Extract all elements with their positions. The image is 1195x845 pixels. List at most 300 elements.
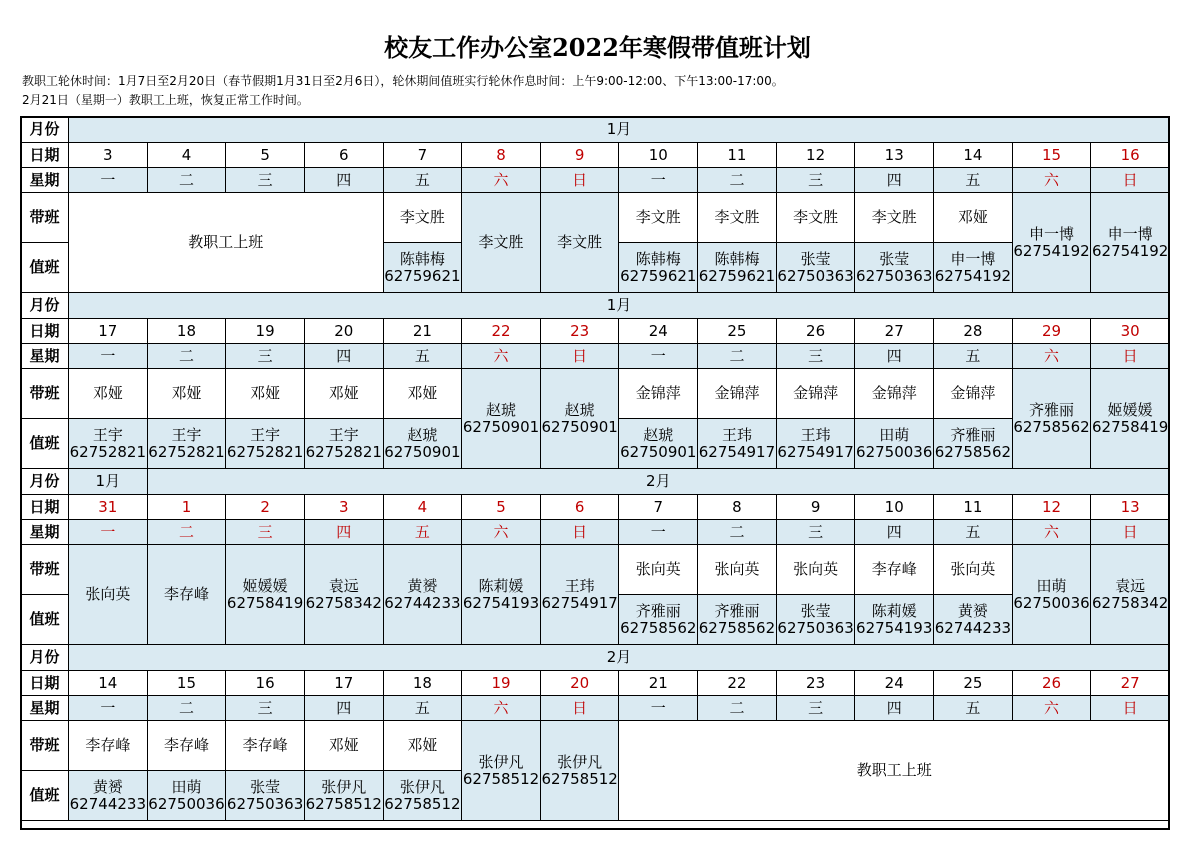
note-line-1: 教职工轮休时间：1月7日至2月20日（春节假期1月31日至2月6日），轮休期间值班实行轮休作息时间：上午9:00-12:00、下午13:00-17:00。 <box>22 74 784 88</box>
phone-number: 62759621 <box>620 266 697 285</box>
month-label: 月份 <box>21 117 69 143</box>
date-cell: 16 <box>1091 143 1170 168</box>
duty-cell <box>698 595 777 645</box>
duty-cell <box>462 545 541 645</box>
lead-cell: 张向英 <box>934 545 1013 595</box>
weekday-cell: 二 <box>147 344 226 369</box>
date-cell: 20 <box>304 319 383 344</box>
date-cell: 28 <box>934 319 1013 344</box>
date-cell: 8 <box>698 495 777 520</box>
phone-number: 62758562 <box>934 442 1012 461</box>
lead-label: 带班 <box>21 721 69 771</box>
phone-number: 62750363 <box>777 266 854 285</box>
weekday-cell: 四 <box>304 696 383 721</box>
weekday-cell: 日 <box>1091 696 1170 721</box>
date-label: 日期 <box>21 671 69 696</box>
phone-number: 62758562 <box>620 618 697 637</box>
lead-cell: 邓娅 <box>69 369 148 419</box>
duty-cell <box>934 419 1013 469</box>
date-cell: 14 <box>69 671 148 696</box>
person-name: 王玮 <box>564 576 595 595</box>
phone-number: 62752821 <box>69 442 146 461</box>
duty-cell <box>540 721 619 821</box>
weekday-cell: 二 <box>698 168 777 193</box>
person-name: 张莹 <box>250 777 281 796</box>
weekday-cell: 四 <box>855 168 934 193</box>
weekday-cell: 一 <box>619 696 698 721</box>
date-cell: 29 <box>1012 319 1091 344</box>
duty-cell <box>1091 369 1170 469</box>
person-name: 袁远 <box>328 576 359 595</box>
date-cell: 17 <box>69 319 148 344</box>
weekday-cell: 六 <box>462 520 541 545</box>
person-name: 王宇 <box>250 425 281 444</box>
duty-cell <box>1091 193 1170 293</box>
weekday-cell: 四 <box>855 696 934 721</box>
lead-cell: 李存峰 <box>69 721 148 771</box>
date-cell: 27 <box>855 319 934 344</box>
person-name: 赵琥 <box>486 400 517 419</box>
duty-cell <box>1012 545 1091 645</box>
date-cell: 15 <box>1012 143 1091 168</box>
phone-number: 62758562 <box>698 618 776 637</box>
weekday-cell: 一 <box>619 344 698 369</box>
duty-cell <box>147 545 226 645</box>
date-cell: 25 <box>698 319 777 344</box>
weekday-cell: 五 <box>934 344 1013 369</box>
weekday-cell: 一 <box>619 520 698 545</box>
duty-cell <box>147 771 226 821</box>
weekday-cell: 五 <box>383 168 462 193</box>
date-cell: 12 <box>1012 495 1091 520</box>
phone-number: 62754917 <box>777 442 854 461</box>
schedule-notes <box>22 72 784 110</box>
duty-cell <box>69 545 148 645</box>
date-cell: 3 <box>69 143 148 168</box>
weekday-cell: 日 <box>1091 168 1170 193</box>
date-label: 日期 <box>21 495 69 520</box>
date-cell: 24 <box>855 671 934 696</box>
month-row <box>21 645 1170 671</box>
weekday-cell: 日 <box>1091 344 1170 369</box>
date-cell: 7 <box>619 495 698 520</box>
weekday-cell: 二 <box>147 520 226 545</box>
date-cell: 11 <box>934 495 1013 520</box>
phone-number: 62750901 <box>541 417 618 436</box>
duty-cell <box>383 243 462 293</box>
date-cell: 31 <box>69 495 148 520</box>
phone-number: 62759621 <box>698 266 776 285</box>
person-name: 田萌 <box>171 777 202 796</box>
lead-row <box>21 545 1170 595</box>
duty-cell <box>776 419 855 469</box>
phone-number: 62750901 <box>462 417 540 436</box>
person-name: 王玮 <box>721 425 752 444</box>
person-name: 李存峰 <box>163 585 209 603</box>
date-cell: 2 <box>226 495 305 520</box>
lead-cell: 邓娅 <box>383 369 462 419</box>
date-cell: 18 <box>383 671 462 696</box>
phone-number: 62754193 <box>462 593 540 612</box>
weekday-cell: 五 <box>934 696 1013 721</box>
duty-cell <box>462 193 541 293</box>
duty-cell <box>383 545 462 645</box>
page-title: 校友工作办公室2022年寒假带值班计划 <box>384 33 811 62</box>
weekday-cell: 一 <box>69 168 148 193</box>
duty-cell <box>540 545 619 645</box>
date-cell: 18 <box>147 319 226 344</box>
date-cell: 25 <box>934 671 1013 696</box>
date-label: 日期 <box>21 143 69 168</box>
month-label: 月份 <box>21 645 69 671</box>
weekday-cell: 五 <box>934 168 1013 193</box>
month-cell: 2月 <box>69 645 1170 671</box>
weekday-cell: 二 <box>698 520 777 545</box>
person-name: 齐雅丽 <box>714 601 760 620</box>
weekday-cell: 六 <box>1012 168 1091 193</box>
person-name: 田萌 <box>1036 576 1067 595</box>
weekday-cell: 六 <box>462 168 541 193</box>
weekday-cell: 一 <box>69 696 148 721</box>
date-cell: 27 <box>1091 671 1170 696</box>
phone-number: 62758512 <box>462 769 540 788</box>
person-name: 陈莉媛 <box>478 576 524 595</box>
weekday-row <box>21 344 1170 369</box>
duty-label: 值班 <box>21 243 69 293</box>
duty-cell <box>855 595 934 645</box>
date-cell: 4 <box>383 495 462 520</box>
phone-number: 62758512 <box>384 794 461 813</box>
person-name: 陈韩梅 <box>635 249 681 268</box>
date-cell: 21 <box>383 319 462 344</box>
date-label: 日期 <box>21 319 69 344</box>
person-name: 黄赟 <box>407 576 438 595</box>
date-cell: 16 <box>226 671 305 696</box>
weekday-cell: 三 <box>776 168 855 193</box>
lead-row <box>21 721 1170 771</box>
phone-number: 62752821 <box>305 442 382 461</box>
duty-cell <box>934 243 1013 293</box>
lead-cell: 李存峰 <box>147 721 226 771</box>
lead-cell: 李文胜 <box>383 193 462 243</box>
weekday-cell: 六 <box>1012 696 1091 721</box>
person-name: 张莹 <box>800 249 831 268</box>
lead-cell: 邓娅 <box>304 721 383 771</box>
weekday-cell: 三 <box>776 344 855 369</box>
phone-number: 62754917 <box>698 442 776 461</box>
phone-number: 62750901 <box>620 442 697 461</box>
duty-cell <box>69 771 148 821</box>
duty-label: 值班 <box>21 419 69 469</box>
person-name: 姬媛媛 <box>1107 400 1153 419</box>
month-row <box>21 293 1170 319</box>
phone-number: 62758419 <box>226 593 304 612</box>
duty-cell <box>619 595 698 645</box>
weekday-cell: 四 <box>304 520 383 545</box>
weekday-cell: 六 <box>1012 344 1091 369</box>
lead-cell: 张向英 <box>619 545 698 595</box>
duty-cell <box>776 243 855 293</box>
date-cell: 7 <box>383 143 462 168</box>
phone-number: 62754192 <box>1091 241 1169 260</box>
weekday-cell: 二 <box>147 168 226 193</box>
date-row <box>21 319 1170 344</box>
phone-number: 62744233 <box>69 794 146 813</box>
lead-cell: 张向英 <box>698 545 777 595</box>
weekday-cell: 三 <box>226 696 305 721</box>
phone-number: 62750036 <box>148 794 225 813</box>
person-name: 王宇 <box>328 425 359 444</box>
phone-number: 62758562 <box>1013 417 1090 436</box>
date-cell: 5 <box>226 143 305 168</box>
lead-cell: 邓娅 <box>147 369 226 419</box>
date-cell: 9 <box>776 495 855 520</box>
month-row <box>21 469 1170 495</box>
lead-cell: 金锦萍 <box>934 369 1013 419</box>
duty-cell <box>69 419 148 469</box>
date-cell: 10 <box>855 495 934 520</box>
weekday-cell: 四 <box>304 344 383 369</box>
lead-cell: 金锦萍 <box>855 369 934 419</box>
weekday-cell: 日 <box>540 520 619 545</box>
weekday-cell: 六 <box>462 696 541 721</box>
lead-cell: 邓娅 <box>304 369 383 419</box>
date-cell: 30 <box>1091 319 1170 344</box>
phone-number: 62750901 <box>384 442 461 461</box>
duty-cell <box>304 771 383 821</box>
date-cell: 26 <box>1012 671 1091 696</box>
person-name: 张伊凡 <box>399 777 445 796</box>
duty-cell <box>383 419 462 469</box>
weekday-row <box>21 696 1170 721</box>
weekday-cell: 五 <box>934 520 1013 545</box>
phone-number: 62744233 <box>384 593 461 612</box>
person-name: 王宇 <box>92 425 123 444</box>
duty-cell <box>776 595 855 645</box>
person-name: 张莹 <box>800 601 831 620</box>
date-cell: 15 <box>147 671 226 696</box>
date-cell: 21 <box>619 671 698 696</box>
lead-label: 带班 <box>21 545 69 595</box>
lead-cell: 金锦萍 <box>698 369 777 419</box>
person-name: 赵琥 <box>407 425 438 444</box>
weekday-cell: 二 <box>147 696 226 721</box>
phone-number: 62758512 <box>305 794 382 813</box>
phone-number: 62750036 <box>1013 593 1090 612</box>
phone-number: 62758419 <box>1091 417 1169 436</box>
phone-number: 62759621 <box>384 266 461 285</box>
duty-cell <box>1091 545 1170 645</box>
date-row <box>21 143 1170 168</box>
duty-cell <box>226 771 305 821</box>
phone-number: 62744233 <box>934 618 1012 637</box>
lead-cell: 李文胜 <box>776 193 855 243</box>
weekday-row <box>21 168 1170 193</box>
date-cell: 3 <box>304 495 383 520</box>
lead-cell: 金锦萍 <box>776 369 855 419</box>
duty-cell <box>934 595 1013 645</box>
duty-cell <box>226 419 305 469</box>
phone-number: 62750036 <box>856 442 933 461</box>
date-cell: 4 <box>147 143 226 168</box>
lead-cell: 邓娅 <box>383 721 462 771</box>
phone-number: 62750363 <box>856 266 933 285</box>
person-name: 张莹 <box>879 249 910 268</box>
weekday-cell: 五 <box>383 344 462 369</box>
date-cell: 26 <box>776 319 855 344</box>
weekday-cell: 四 <box>855 344 934 369</box>
date-cell: 10 <box>619 143 698 168</box>
weekday-cell: 日 <box>540 696 619 721</box>
phone-number: 62758342 <box>1091 593 1169 612</box>
date-cell: 8 <box>462 143 541 168</box>
date-cell: 6 <box>540 495 619 520</box>
lead-cell: 李存峰 <box>226 721 305 771</box>
weekday-cell: 一 <box>619 168 698 193</box>
duty-cell <box>226 545 305 645</box>
weekday-cell: 三 <box>226 520 305 545</box>
duty-cell <box>1012 369 1091 469</box>
date-cell: 13 <box>855 143 934 168</box>
weekday-cell: 四 <box>304 168 383 193</box>
lead-cell: 李文胜 <box>698 193 777 243</box>
duty-cell <box>304 545 383 645</box>
date-cell: 22 <box>462 319 541 344</box>
lead-label: 带班 <box>21 193 69 243</box>
person-name: 田萌 <box>879 425 910 444</box>
lead-label: 带班 <box>21 369 69 419</box>
month-row <box>21 117 1170 143</box>
date-cell: 13 <box>1091 495 1170 520</box>
weekday-label: 星期 <box>21 520 69 545</box>
month-cell: 1月 <box>69 117 1170 143</box>
merged-workday-cell: 教职工上班 <box>69 193 384 293</box>
phone-number: 62754917 <box>541 593 618 612</box>
phone-number: 62750363 <box>777 618 854 637</box>
date-cell: 1 <box>147 495 226 520</box>
weekday-cell: 六 <box>1012 520 1091 545</box>
weekday-cell: 四 <box>855 520 934 545</box>
person-name: 张伊凡 <box>478 752 524 771</box>
lead-row <box>21 193 1170 243</box>
duty-cell <box>619 243 698 293</box>
date-cell: 14 <box>934 143 1013 168</box>
date-cell: 23 <box>776 671 855 696</box>
person-name: 赵琥 <box>564 400 595 419</box>
phone-number: 62754192 <box>934 266 1012 285</box>
person-name: 陈韩梅 <box>399 249 445 268</box>
duty-cell <box>540 193 619 293</box>
phone-number: 62754192 <box>1013 241 1090 260</box>
duty-cell <box>855 243 934 293</box>
lead-cell: 金锦萍 <box>619 369 698 419</box>
person-name: 张伊凡 <box>321 777 367 796</box>
phone-number: 62752821 <box>226 442 304 461</box>
duty-cell <box>304 419 383 469</box>
lead-cell: 邓娅 <box>226 369 305 419</box>
duty-cell <box>462 721 541 821</box>
weekday-cell: 三 <box>226 344 305 369</box>
person-name: 齐雅丽 <box>950 425 996 444</box>
person-name: 赵琥 <box>643 425 674 444</box>
phone-number: 62752821 <box>148 442 225 461</box>
duty-label: 值班 <box>21 595 69 645</box>
date-cell: 19 <box>226 319 305 344</box>
weekday-row <box>21 520 1170 545</box>
duty-cell <box>855 419 934 469</box>
person-name: 李文胜 <box>557 233 603 251</box>
lead-cell: 李文胜 <box>619 193 698 243</box>
date-cell: 20 <box>540 671 619 696</box>
date-cell: 24 <box>619 319 698 344</box>
phone-number: 62758512 <box>541 769 618 788</box>
person-name: 姬媛媛 <box>242 576 288 595</box>
date-row <box>21 671 1170 696</box>
weekday-cell: 三 <box>776 696 855 721</box>
month-cell: 1月 <box>69 293 1170 319</box>
duty-cell <box>619 419 698 469</box>
date-cell: 5 <box>462 495 541 520</box>
person-name: 张伊凡 <box>557 752 603 771</box>
weekday-cell: 日 <box>540 344 619 369</box>
date-row <box>21 495 1170 520</box>
duty-cell <box>147 419 226 469</box>
person-name: 申一博 <box>950 249 996 268</box>
lead-row <box>21 369 1170 419</box>
note-line-2: 2月21日（星期一）教职工上班，恢复正常工作时间。 <box>22 93 309 107</box>
weekday-cell: 二 <box>698 696 777 721</box>
weekday-cell: 日 <box>540 168 619 193</box>
duty-cell <box>698 419 777 469</box>
month-label: 月份 <box>21 469 69 495</box>
lead-cell: 邓娅 <box>934 193 1013 243</box>
person-name: 黄赟 <box>92 777 123 796</box>
lead-cell: 张向英 <box>776 545 855 595</box>
person-name: 申一博 <box>1029 224 1075 243</box>
weekday-label: 星期 <box>21 168 69 193</box>
person-name: 袁远 <box>1115 576 1146 595</box>
date-cell: 17 <box>304 671 383 696</box>
person-name: 齐雅丽 <box>1029 400 1075 419</box>
phone-number: 62758342 <box>305 593 382 612</box>
duty-cell <box>383 771 462 821</box>
date-cell: 19 <box>462 671 541 696</box>
lead-cell: 李存峰 <box>855 545 934 595</box>
lead-cell: 李文胜 <box>855 193 934 243</box>
weekday-cell: 三 <box>226 168 305 193</box>
month-label: 月份 <box>21 293 69 319</box>
duty-cell <box>462 369 541 469</box>
month-cell: 1月 <box>69 469 148 495</box>
duty-cell <box>698 243 777 293</box>
date-cell: 22 <box>698 671 777 696</box>
merged-workday-cell: 教职工上班 <box>619 721 1170 821</box>
duty-cell <box>540 369 619 469</box>
duty-cell <box>1012 193 1091 293</box>
person-name: 申一博 <box>1107 224 1153 243</box>
weekday-cell: 日 <box>1091 520 1170 545</box>
person-name: 王宇 <box>171 425 202 444</box>
weekday-cell: 五 <box>383 696 462 721</box>
weekday-cell: 一 <box>69 344 148 369</box>
date-cell: 11 <box>698 143 777 168</box>
date-cell: 23 <box>540 319 619 344</box>
weekday-cell: 五 <box>383 520 462 545</box>
month-cell: 2月 <box>147 469 1169 495</box>
person-name: 张向英 <box>85 585 131 603</box>
person-name: 李文胜 <box>478 233 524 251</box>
person-name: 黄赟 <box>957 601 988 620</box>
